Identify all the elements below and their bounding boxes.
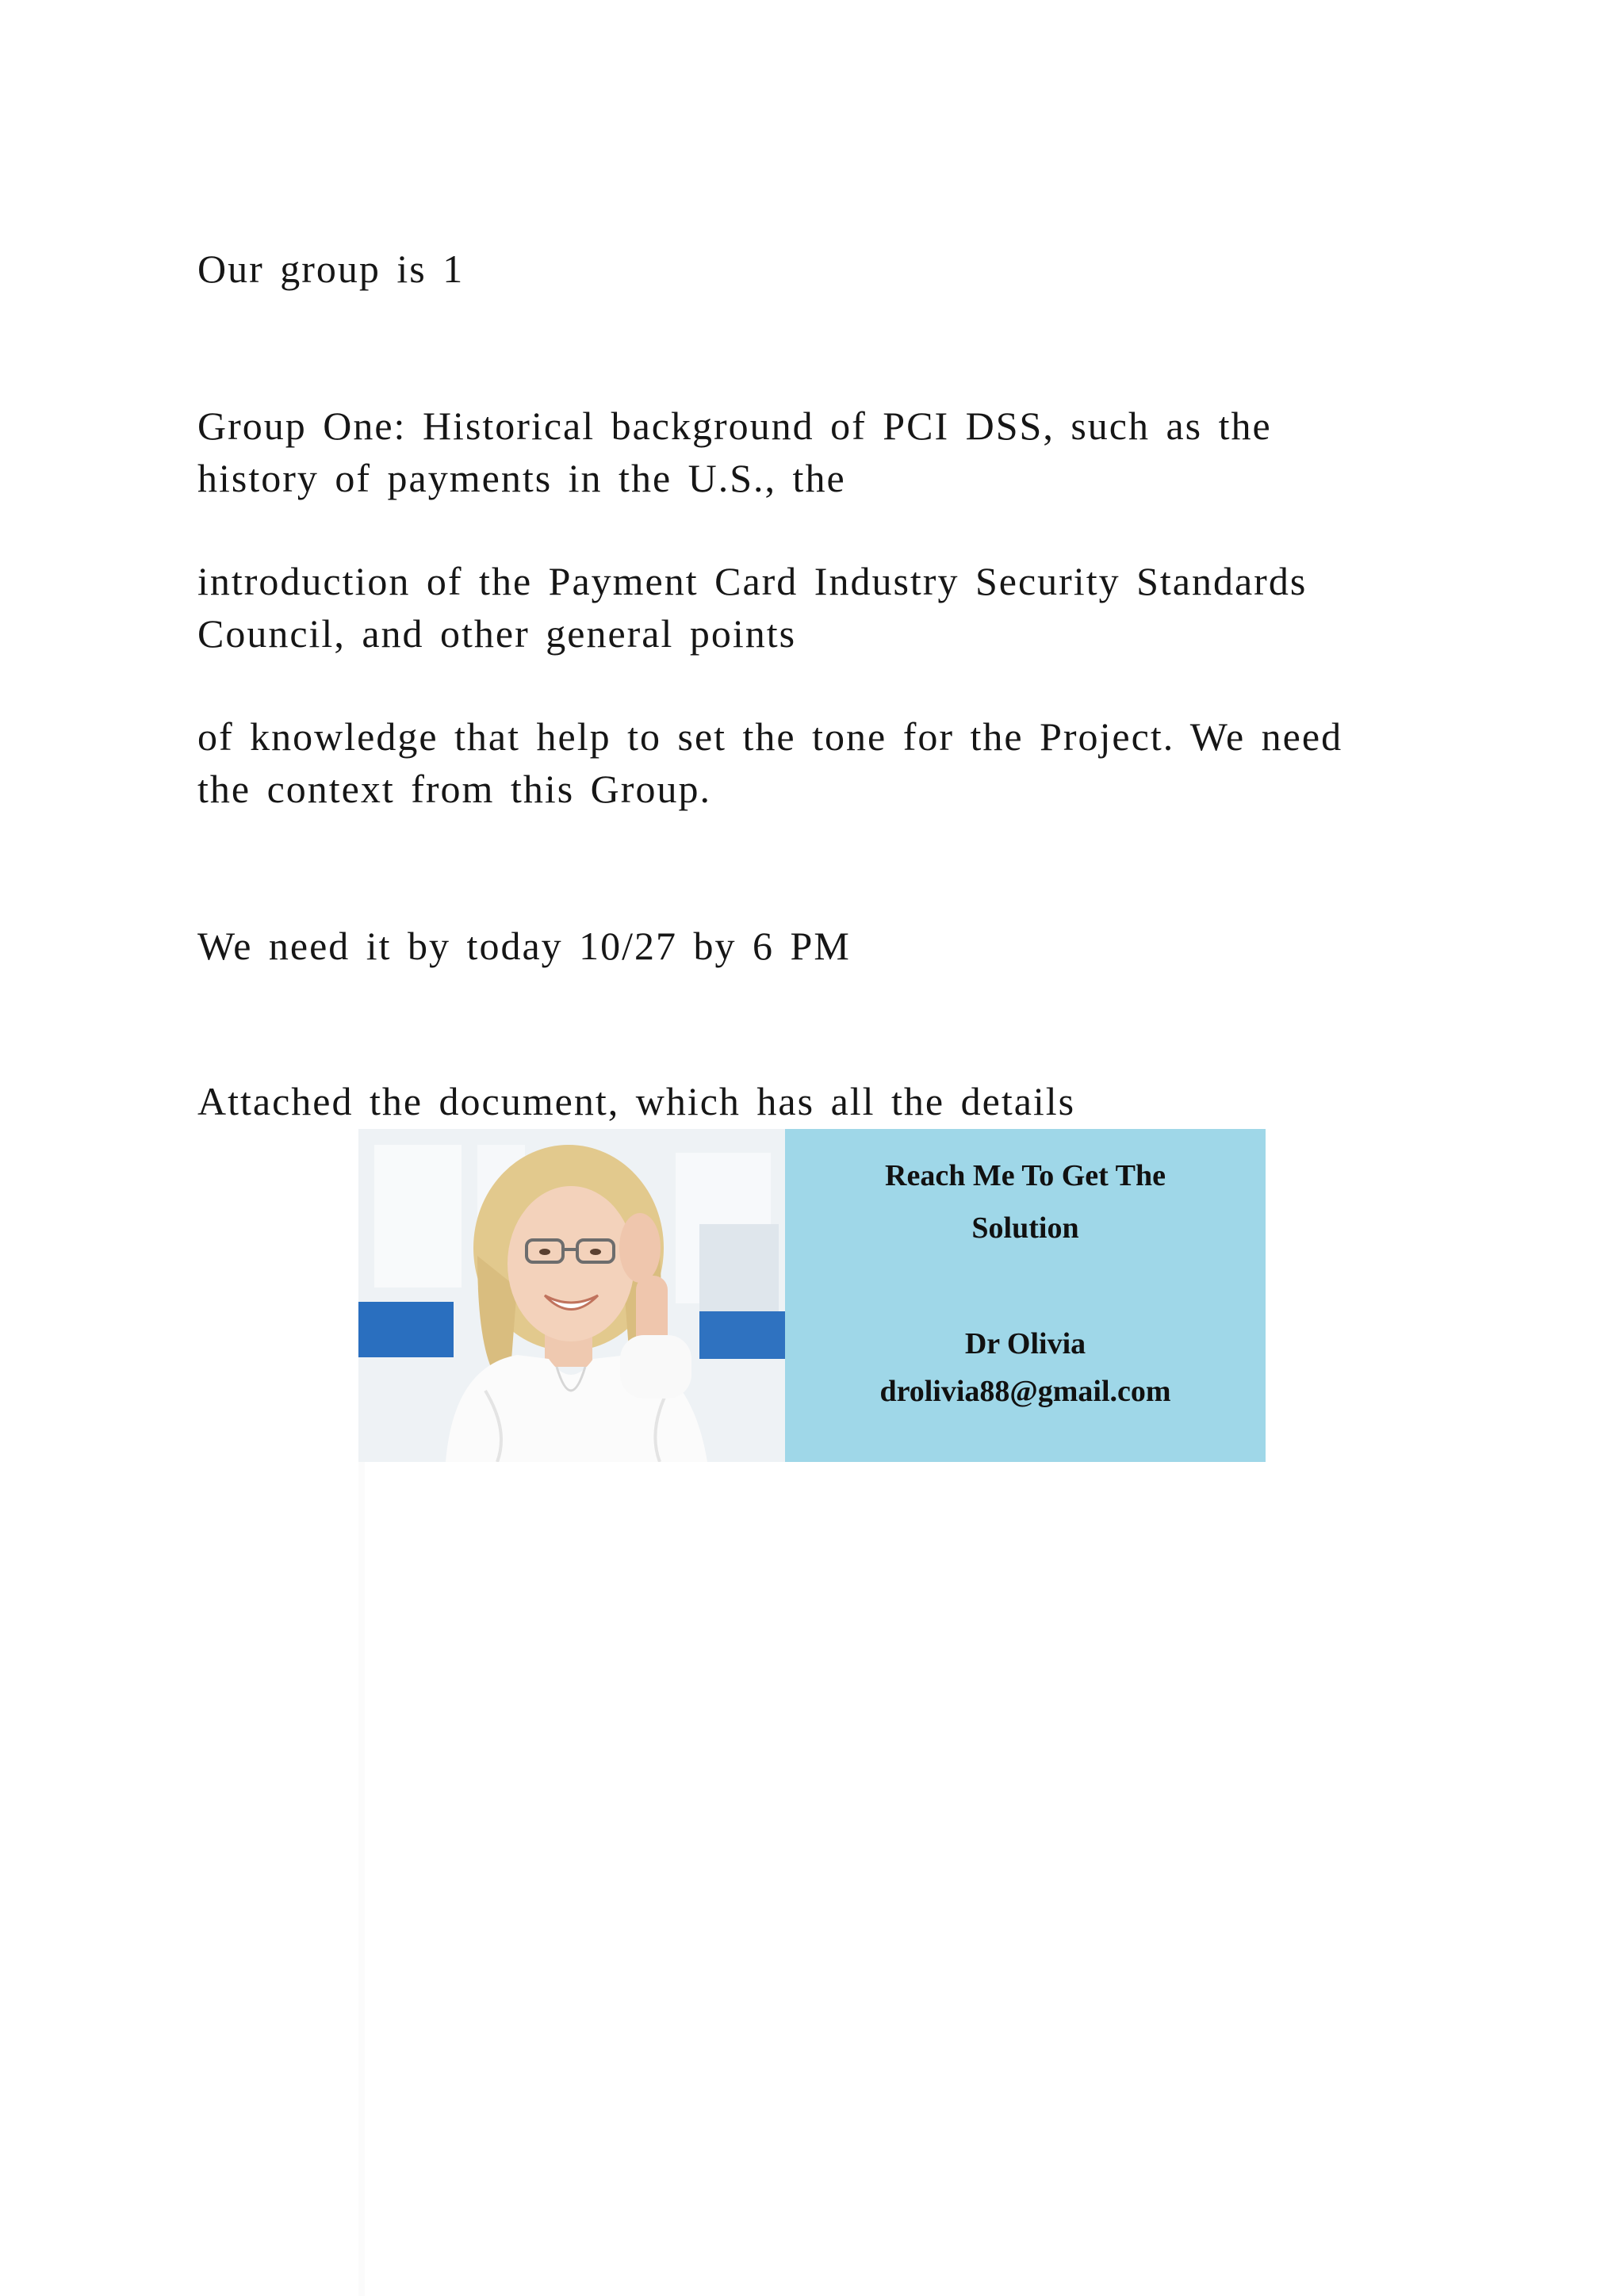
paragraph-introduction: introduction of the Payment Card Industry Security Standards Council, and other general points (197, 559, 1308, 656)
paragraph-knowledge: of knowledge that help to set the tone for the Project. We need the context from this Group. (197, 714, 1343, 811)
paragraph-group-one-topic: Group One: Historical background of PCI DSS, such as the history of payments in the U.S., the (197, 404, 1272, 500)
banner-heading-line1: Reach Me To Get The (885, 1159, 1166, 1192)
contact-name: Dr Olivia (964, 1327, 1086, 1360)
contact-banner (358, 1129, 1266, 1462)
page-shadow-divider (358, 1462, 365, 2296)
contact-email[interactable]: drolivia88@gmail.com (879, 1375, 1171, 1408)
paragraph-group-number: Our group is 1 (197, 247, 465, 291)
smiling-woman-photo-icon (358, 1129, 785, 1462)
contact-info-panel (785, 1129, 1266, 1462)
banner-heading-line2: Solution (971, 1211, 1079, 1245)
paragraph-deadline: We need it by today 10/27 by 6 PM (197, 924, 851, 968)
paragraph-attached: Attached the document, which has all the details (197, 1079, 1076, 1123)
